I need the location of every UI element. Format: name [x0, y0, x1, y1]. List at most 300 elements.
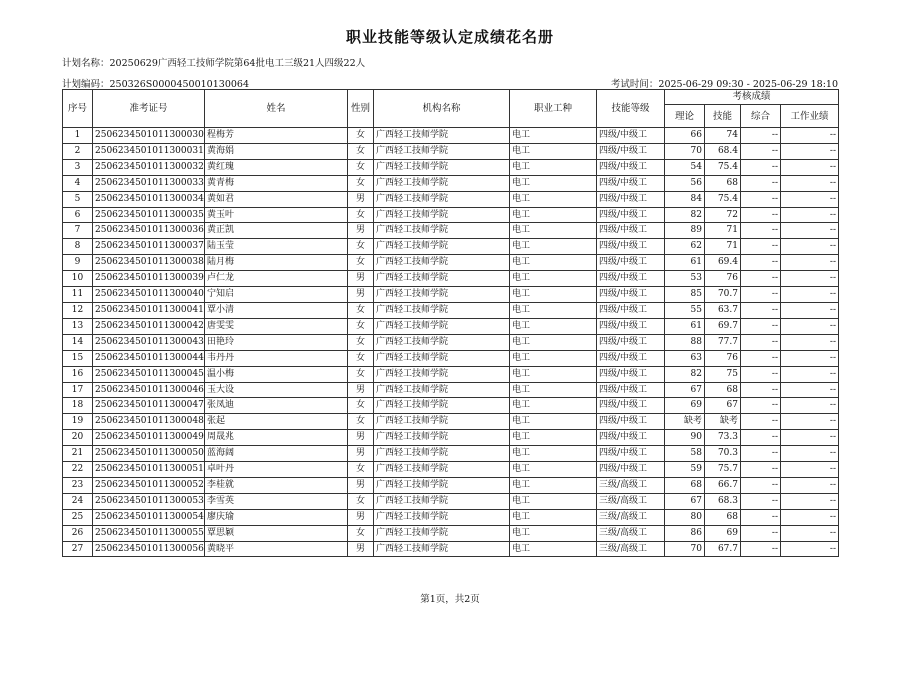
table-row: [63, 350, 839, 366]
cell-work: --: [781, 477, 839, 493]
cell-theory: 53: [665, 271, 705, 287]
cell-gender: 女: [348, 398, 374, 414]
cell-org: 广西轻工技师学院: [374, 207, 510, 223]
table-row: [63, 207, 839, 223]
cell-overall: --: [741, 477, 781, 493]
cell-work: --: [781, 462, 839, 478]
header-name: 姓名: [205, 90, 348, 128]
cell-trade: 电工: [510, 477, 597, 493]
cell-work: --: [781, 382, 839, 398]
cell-work: --: [781, 541, 839, 557]
cell-level: 四级/中级工: [597, 366, 665, 382]
cell-name: 卓叶丹: [205, 462, 348, 478]
cell-theory: 89: [665, 223, 705, 239]
cell-skill: 71: [705, 239, 741, 255]
cell-overall: --: [741, 525, 781, 541]
cell-overall: --: [741, 255, 781, 271]
cell-trade: 电工: [510, 525, 597, 541]
cell-seq: 19: [63, 414, 93, 430]
cell-ticket: 2506234501011300033: [93, 175, 205, 191]
cell-ticket: 2506234501011300046: [93, 382, 205, 398]
cell-work: --: [781, 509, 839, 525]
table-row: [63, 462, 839, 478]
cell-org: 广西轻工技师学院: [374, 191, 510, 207]
cell-theory: 54: [665, 159, 705, 175]
cell-org: 广西轻工技师学院: [374, 318, 510, 334]
cell-org: 广西轻工技师学院: [374, 271, 510, 287]
cell-ticket: 2506234501011300051: [93, 462, 205, 478]
table-row: [63, 509, 839, 525]
table-row: [63, 477, 839, 493]
table-row: [63, 239, 839, 255]
cell-level: 四级/中级工: [597, 446, 665, 462]
cell-org: 广西轻工技师学院: [374, 493, 510, 509]
cell-trade: 电工: [510, 493, 597, 509]
cell-overall: --: [741, 493, 781, 509]
cell-name: 覃小清: [205, 302, 348, 318]
table-row: [63, 430, 839, 446]
cell-overall: --: [741, 302, 781, 318]
cell-skill: 68: [705, 509, 741, 525]
cell-overall: --: [741, 334, 781, 350]
plan-name-label: 计划名称：: [62, 58, 110, 69]
cell-work: --: [781, 255, 839, 271]
cell-theory: 84: [665, 191, 705, 207]
cell-level: 四级/中级工: [597, 191, 665, 207]
cell-work: --: [781, 334, 839, 350]
cell-level: 四级/中级工: [597, 143, 665, 159]
cell-seq: 21: [63, 446, 93, 462]
table-row: [63, 525, 839, 541]
cell-overall: --: [741, 462, 781, 478]
cell-gender: 男: [348, 477, 374, 493]
cell-name: 蓝海阔: [205, 446, 348, 462]
cell-overall: --: [741, 287, 781, 303]
cell-trade: 电工: [510, 366, 597, 382]
cell-skill: 75.4: [705, 159, 741, 175]
cell-org: 广西轻工技师学院: [374, 287, 510, 303]
cell-gender: 男: [348, 191, 374, 207]
cell-work: --: [781, 302, 839, 318]
cell-name: 黄青梅: [205, 175, 348, 191]
cell-seq: 7: [63, 223, 93, 239]
cell-gender: 男: [348, 446, 374, 462]
header-work: 工作业绩: [781, 105, 839, 128]
cell-work: --: [781, 239, 839, 255]
cell-level: 四级/中级工: [597, 398, 665, 414]
cell-theory: 68: [665, 477, 705, 493]
cell-gender: 女: [348, 334, 374, 350]
cell-seq: 14: [63, 334, 93, 350]
cell-ticket: 2506234501011300052: [93, 477, 205, 493]
cell-org: 广西轻工技师学院: [374, 430, 510, 446]
table-row: [63, 414, 839, 430]
cell-org: 广西轻工技师学院: [374, 350, 510, 366]
cell-overall: --: [741, 271, 781, 287]
cell-org: 广西轻工技师学院: [374, 446, 510, 462]
cell-theory: 70: [665, 143, 705, 159]
cell-org: 广西轻工技师学院: [374, 477, 510, 493]
cell-name: 廖庆瑜: [205, 509, 348, 525]
table-row: [63, 255, 839, 271]
cell-overall: --: [741, 223, 781, 239]
cell-name: 唐雯雯: [205, 318, 348, 334]
cell-seq: 15: [63, 350, 93, 366]
cell-skill: 63.7: [705, 302, 741, 318]
cell-seq: 6: [63, 207, 93, 223]
cell-work: --: [781, 493, 839, 509]
cell-ticket: 2506234501011300038: [93, 255, 205, 271]
cell-gender: 女: [348, 493, 374, 509]
cell-theory: 56: [665, 175, 705, 191]
cell-gender: 女: [348, 159, 374, 175]
cell-theory: 82: [665, 207, 705, 223]
cell-skill: 69: [705, 525, 741, 541]
cell-theory: 61: [665, 255, 705, 271]
cell-gender: 男: [348, 541, 374, 557]
cell-ticket: 2506234501011300050: [93, 446, 205, 462]
cell-seq: 20: [63, 430, 93, 446]
cell-gender: 女: [348, 350, 374, 366]
cell-overall: --: [741, 350, 781, 366]
cell-ticket: 2506234501011300047: [93, 398, 205, 414]
cell-trade: 电工: [510, 334, 597, 350]
cell-name: 张起: [205, 414, 348, 430]
cell-overall: --: [741, 159, 781, 175]
header-trade: 职业工种: [510, 90, 597, 128]
header-skill: 技能: [705, 105, 741, 128]
cell-name: 宁知启: [205, 287, 348, 303]
cell-work: --: [781, 175, 839, 191]
table-row: [63, 191, 839, 207]
cell-name: 玉大设: [205, 382, 348, 398]
table-row: [63, 334, 839, 350]
cell-ticket: 2506234501011300031: [93, 143, 205, 159]
cell-level: 四级/中级工: [597, 302, 665, 318]
cell-seq: 17: [63, 382, 93, 398]
cell-skill: 66.7: [705, 477, 741, 493]
cell-seq: 26: [63, 525, 93, 541]
cell-theory: 90: [665, 430, 705, 446]
cell-trade: 电工: [510, 271, 597, 287]
cell-trade: 电工: [510, 128, 597, 144]
cell-work: --: [781, 350, 839, 366]
cell-name: 程梅芳: [205, 128, 348, 144]
header-ticket: 准考证号: [93, 90, 205, 128]
cell-level: 四级/中级工: [597, 382, 665, 398]
cell-trade: 电工: [510, 302, 597, 318]
plan-code-label: 计划编码：: [62, 79, 110, 90]
cell-overall: --: [741, 398, 781, 414]
table-row: [63, 287, 839, 303]
cell-trade: 电工: [510, 430, 597, 446]
cell-gender: 女: [348, 175, 374, 191]
cell-trade: 电工: [510, 398, 597, 414]
cell-work: --: [781, 271, 839, 287]
cell-gender: 男: [348, 287, 374, 303]
cell-trade: 电工: [510, 318, 597, 334]
cell-trade: 电工: [510, 350, 597, 366]
cell-seq: 12: [63, 302, 93, 318]
cell-name: 张凤迪: [205, 398, 348, 414]
cell-level: 四级/中级工: [597, 175, 665, 191]
cell-work: --: [781, 525, 839, 541]
cell-name: 周晟兆: [205, 430, 348, 446]
cell-skill: 70.7: [705, 287, 741, 303]
cell-skill: 68.3: [705, 493, 741, 509]
cell-overall: --: [741, 541, 781, 557]
cell-org: 广西轻工技师学院: [374, 239, 510, 255]
cell-name: 李雪英: [205, 493, 348, 509]
cell-seq: 9: [63, 255, 93, 271]
cell-name: 温小梅: [205, 366, 348, 382]
cell-work: --: [781, 446, 839, 462]
table-row: [63, 302, 839, 318]
exam-time: [611, 76, 838, 90]
cell-trade: 电工: [510, 207, 597, 223]
cell-seq: 5: [63, 191, 93, 207]
cell-skill: 76: [705, 271, 741, 287]
cell-name: 黄玉叶: [205, 207, 348, 223]
cell-theory: 66: [665, 128, 705, 144]
cell-overall: --: [741, 128, 781, 144]
exam-time-value: 2025-06-29 09:30 - 2025-06-29 18:10: [658, 79, 838, 90]
cell-gender: 女: [348, 239, 374, 255]
cell-work: --: [781, 207, 839, 223]
cell-theory: 63: [665, 350, 705, 366]
cell-gender: 女: [348, 128, 374, 144]
cell-work: --: [781, 191, 839, 207]
cell-theory: 58: [665, 446, 705, 462]
cell-name: 黄晓平: [205, 541, 348, 557]
cell-trade: 电工: [510, 255, 597, 271]
cell-level: 四级/中级工: [597, 239, 665, 255]
cell-org: 广西轻工技师学院: [374, 462, 510, 478]
score-roster-table: [62, 89, 839, 557]
cell-theory: 69: [665, 398, 705, 414]
cell-skill: 67: [705, 398, 741, 414]
cell-work: --: [781, 287, 839, 303]
cell-skill: 73.3: [705, 430, 741, 446]
cell-trade: 电工: [510, 462, 597, 478]
header-theory: 理论: [665, 105, 705, 128]
cell-gender: 男: [348, 223, 374, 239]
roster-body: [63, 128, 839, 557]
cell-org: 广西轻工技师学院: [374, 509, 510, 525]
cell-ticket: 2506234501011300034: [93, 191, 205, 207]
cell-skill: 70.3: [705, 446, 741, 462]
cell-theory: 82: [665, 366, 705, 382]
cell-level: 四级/中级工: [597, 287, 665, 303]
cell-level: 四级/中级工: [597, 271, 665, 287]
cell-level: 四级/中级工: [597, 318, 665, 334]
cell-org: 广西轻工技师学院: [374, 541, 510, 557]
cell-seq: 22: [63, 462, 93, 478]
cell-level: 三级/高级工: [597, 541, 665, 557]
table-row: [63, 446, 839, 462]
cell-name: 卢仁龙: [205, 271, 348, 287]
page-footer: 第1页，共2页: [420, 594, 480, 605]
cell-seq: 27: [63, 541, 93, 557]
cell-ticket: 2506234501011300037: [93, 239, 205, 255]
cell-gender: 女: [348, 366, 374, 382]
cell-gender: 男: [348, 430, 374, 446]
cell-skill: 69.7: [705, 318, 741, 334]
cell-theory: 61: [665, 318, 705, 334]
cell-name: 陆月梅: [205, 255, 348, 271]
cell-skill: 68: [705, 175, 741, 191]
plan-code-value: 250326S0000450010130064: [109, 79, 249, 90]
cell-work: --: [781, 318, 839, 334]
header-level: 技能等级: [597, 90, 665, 128]
cell-org: 广西轻工技师学院: [374, 128, 510, 144]
cell-name: 黄如君: [205, 191, 348, 207]
cell-org: 广西轻工技师学院: [374, 398, 510, 414]
header-seq: 序号: [63, 90, 93, 128]
table-row: [63, 128, 839, 144]
cell-level: 三级/高级工: [597, 493, 665, 509]
table-row: [63, 271, 839, 287]
cell-skill: 67.7: [705, 541, 741, 557]
cell-ticket: 2506234501011300044: [93, 350, 205, 366]
table-row: [63, 398, 839, 414]
cell-theory: 59: [665, 462, 705, 478]
cell-trade: 电工: [510, 191, 597, 207]
cell-skill: 72: [705, 207, 741, 223]
cell-overall: --: [741, 430, 781, 446]
cell-name: 覃思颖: [205, 525, 348, 541]
cell-org: 广西轻工技师学院: [374, 334, 510, 350]
cell-theory: 88: [665, 334, 705, 350]
cell-overall: --: [741, 191, 781, 207]
cell-name: 陆玉莹: [205, 239, 348, 255]
cell-gender: 女: [348, 525, 374, 541]
cell-gender: 女: [348, 462, 374, 478]
cell-ticket: 2506234501011300035: [93, 207, 205, 223]
cell-seq: 11: [63, 287, 93, 303]
cell-name: 韦丹丹: [205, 350, 348, 366]
cell-trade: 电工: [510, 223, 597, 239]
cell-theory: 80: [665, 509, 705, 525]
cell-overall: --: [741, 446, 781, 462]
cell-trade: 电工: [510, 239, 597, 255]
cell-work: --: [781, 366, 839, 382]
plan-code: [62, 76, 249, 90]
cell-level: 四级/中级工: [597, 414, 665, 430]
cell-org: 广西轻工技师学院: [374, 302, 510, 318]
cell-ticket: 2506234501011300043: [93, 334, 205, 350]
cell-work: --: [781, 430, 839, 446]
cell-overall: --: [741, 414, 781, 430]
cell-ticket: 2506234501011300049: [93, 430, 205, 446]
table-row: [63, 541, 839, 557]
cell-ticket: 2506234501011300041: [93, 302, 205, 318]
cell-skill: 75.4: [705, 191, 741, 207]
cell-org: 广西轻工技师学院: [374, 382, 510, 398]
cell-seq: 24: [63, 493, 93, 509]
cell-overall: --: [741, 239, 781, 255]
cell-org: 广西轻工技师学院: [374, 525, 510, 541]
header-overall: 综合: [741, 105, 781, 128]
cell-org: 广西轻工技师学院: [374, 175, 510, 191]
cell-theory: 67: [665, 382, 705, 398]
cell-ticket: 2506234501011300042: [93, 318, 205, 334]
cell-ticket: 2506234501011300053: [93, 493, 205, 509]
cell-trade: 电工: [510, 446, 597, 462]
cell-skill: 71: [705, 223, 741, 239]
cell-trade: 电工: [510, 382, 597, 398]
cell-theory: 62: [665, 239, 705, 255]
cell-org: 广西轻工技师学院: [374, 255, 510, 271]
cell-theory: 85: [665, 287, 705, 303]
cell-work: --: [781, 159, 839, 175]
cell-work: --: [781, 143, 839, 159]
cell-skill: 缺考: [705, 414, 741, 430]
cell-seq: 18: [63, 398, 93, 414]
cell-level: 四级/中级工: [597, 207, 665, 223]
cell-skill: 68.4: [705, 143, 741, 159]
cell-org: 广西轻工技师学院: [374, 143, 510, 159]
cell-theory: 70: [665, 541, 705, 557]
cell-ticket: 2506234501011300056: [93, 541, 205, 557]
cell-trade: 电工: [510, 414, 597, 430]
cell-level: 三级/高级工: [597, 509, 665, 525]
cell-name: 黄正凯: [205, 223, 348, 239]
cell-overall: --: [741, 175, 781, 191]
cell-skill: 69.4: [705, 255, 741, 271]
header-gender: 性别: [348, 90, 374, 128]
cell-theory: 缺考: [665, 414, 705, 430]
cell-overall: --: [741, 318, 781, 334]
cell-level: 四级/中级工: [597, 334, 665, 350]
cell-gender: 女: [348, 318, 374, 334]
cell-trade: 电工: [510, 143, 597, 159]
cell-seq: 16: [63, 366, 93, 382]
table-row: [63, 223, 839, 239]
plan-name-value: 20250629广西轻工技师学院第64批电工三级21人四级22人: [109, 58, 366, 69]
cell-ticket: 2506234501011300032: [93, 159, 205, 175]
cell-ticket: 2506234501011300040: [93, 287, 205, 303]
cell-work: --: [781, 414, 839, 430]
cell-gender: 男: [348, 382, 374, 398]
cell-seq: 3: [63, 159, 93, 175]
cell-level: 四级/中级工: [597, 128, 665, 144]
cell-level: 四级/中级工: [597, 255, 665, 271]
table-row: [63, 493, 839, 509]
cell-org: 广西轻工技师学院: [374, 223, 510, 239]
cell-level: 三级/高级工: [597, 477, 665, 493]
cell-org: 广西轻工技师学院: [374, 159, 510, 175]
cell-overall: --: [741, 143, 781, 159]
table-row: [63, 143, 839, 159]
cell-seq: 1: [63, 128, 93, 144]
table-row: [63, 159, 839, 175]
cell-skill: 75: [705, 366, 741, 382]
cell-skill: 75.7: [705, 462, 741, 478]
cell-level: 四级/中级工: [597, 430, 665, 446]
cell-overall: --: [741, 207, 781, 223]
cell-gender: 女: [348, 255, 374, 271]
cell-work: --: [781, 223, 839, 239]
cell-level: 四级/中级工: [597, 462, 665, 478]
cell-gender: 女: [348, 207, 374, 223]
cell-level: 三级/高级工: [597, 525, 665, 541]
cell-trade: 电工: [510, 509, 597, 525]
cell-seq: 25: [63, 509, 93, 525]
cell-trade: 电工: [510, 159, 597, 175]
cell-seq: 13: [63, 318, 93, 334]
cell-ticket: 2506234501011300045: [93, 366, 205, 382]
